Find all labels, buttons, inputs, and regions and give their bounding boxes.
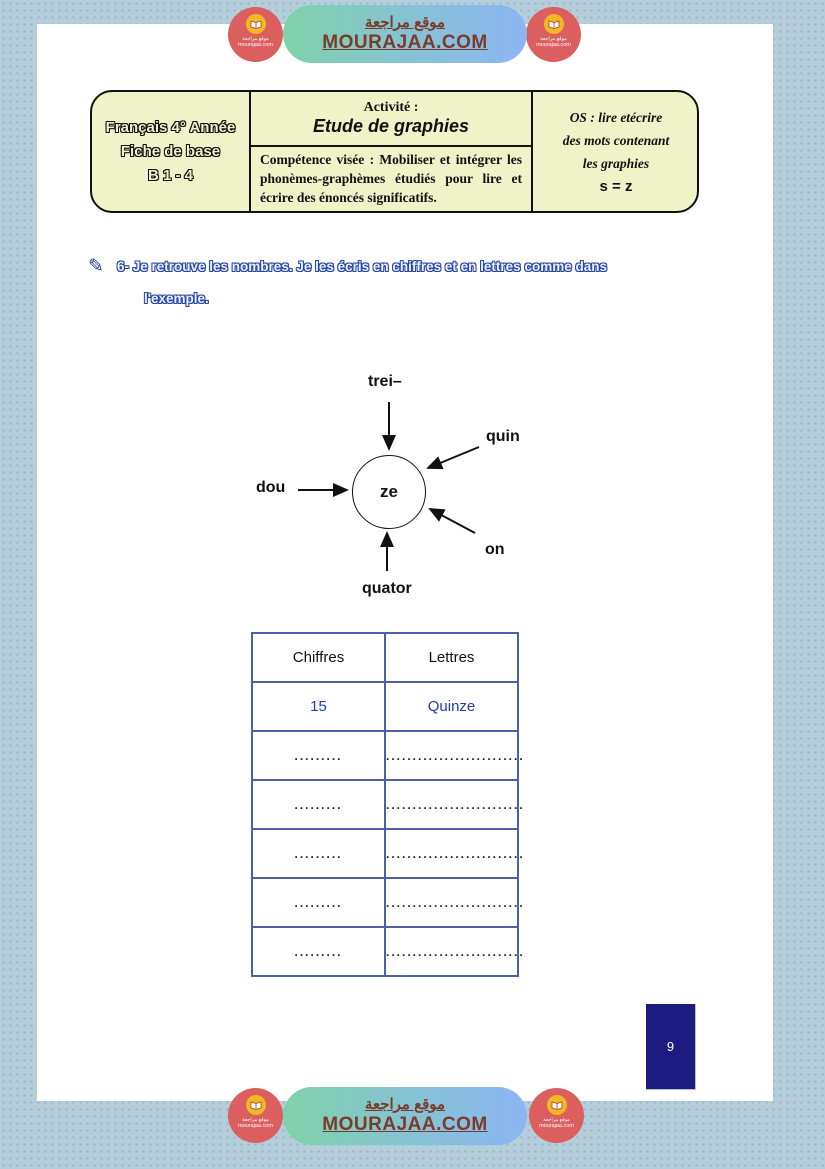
answer-cell-lettre: .......................... xyxy=(385,780,518,829)
table-row xyxy=(252,780,518,829)
answer-cell-chiffre: ......... xyxy=(252,878,385,927)
logo-site-text: mourajaa.com xyxy=(539,1123,574,1129)
objective-line: des mots contenant xyxy=(562,132,670,148)
header-banner xyxy=(283,5,527,63)
course-name: Français 4° Année xyxy=(105,119,236,136)
logo-site-text: mourajaa.com xyxy=(238,1123,273,1129)
answer-cell-chiffre: ......... xyxy=(252,780,385,829)
objective-cell xyxy=(533,92,699,211)
sheet-code: B 1 - 4 xyxy=(147,167,193,184)
exercise-instruction-line2: l'exemple. xyxy=(144,291,209,306)
banner-arabic-title: موقع مراجعة xyxy=(364,1096,446,1113)
page-number-badge xyxy=(646,1004,696,1090)
activity-title: Etude de graphies xyxy=(312,116,470,136)
objective-line: OS : lire etécrire xyxy=(569,109,663,125)
objective-line: les graphies xyxy=(582,155,650,171)
column-header-lettres: Lettres xyxy=(385,633,518,682)
logo-site-text: mourajaa.com xyxy=(536,42,571,48)
table-header-row xyxy=(252,633,518,682)
banner-arabic-title: موقع مراجعة xyxy=(364,14,446,31)
diagram-center-circle xyxy=(352,455,426,529)
book-icon xyxy=(547,1095,567,1115)
diagram-label-quator: quator xyxy=(362,580,412,597)
column-header-chiffres: Chiffres xyxy=(252,633,385,682)
diagram-label-dou: dou xyxy=(256,479,286,496)
logo-arabic-text: موقع مراجعة xyxy=(242,1117,269,1123)
table-row xyxy=(252,829,518,878)
site-logo-left-footer xyxy=(228,1088,283,1143)
exercise-instruction-line1: 6- Je retrouve les nombres. Je les écris en chiffres et en lettres comme dans xyxy=(117,259,607,274)
answer-cell-chiffre: ......... xyxy=(252,927,385,976)
table-example-row xyxy=(252,682,518,731)
competence-cell: Compétence visée : Mobiliser et intégrer les phonèmes-graphèmes étudiés pour lire et écrire des énoncés significatifs. xyxy=(260,152,522,205)
banner-site-name: MOURAJAA.COM xyxy=(322,32,488,53)
logo-site-text: mourajaa.com xyxy=(238,42,273,48)
logo-arabic-text: موقع مراجعة xyxy=(543,1117,570,1123)
diagram-label-trei: trei– xyxy=(368,373,402,390)
lesson-header-table xyxy=(90,90,699,213)
answers-table xyxy=(251,632,525,977)
book-icon xyxy=(246,14,266,34)
site-logo-right xyxy=(526,7,581,62)
table-row xyxy=(252,878,518,927)
graphie-equation: s = z xyxy=(599,177,633,195)
table-row xyxy=(252,731,518,780)
example-lettre: Quinze xyxy=(385,682,518,731)
activity-cell xyxy=(251,92,531,145)
logo-arabic-text: موقع مراجعة xyxy=(242,36,269,42)
activity-label: Activité : xyxy=(363,100,419,115)
answer-cell-lettre: .......................... xyxy=(385,731,518,780)
site-logo-right-footer xyxy=(529,1088,584,1143)
answer-cell-lettre: .......................... xyxy=(385,927,518,976)
diagram-label-quin: quin xyxy=(486,428,520,445)
page-number: 9 xyxy=(666,1039,675,1054)
site-logo-left xyxy=(228,7,283,62)
example-chiffre: 15 xyxy=(252,682,385,731)
book-icon xyxy=(246,1095,266,1115)
answer-cell-lettre: .......................... xyxy=(385,829,518,878)
logo-arabic-text: موقع مراجعة xyxy=(540,36,567,42)
diagram-label-on: on xyxy=(485,541,505,558)
answer-cell-chiffre: ......... xyxy=(252,829,385,878)
diagram-center-syllable: ze xyxy=(380,482,398,501)
table-row xyxy=(252,927,518,976)
sheet-type: Fiche de base xyxy=(120,143,221,160)
answer-cell-chiffre: ......... xyxy=(252,731,385,780)
banner-site-name: MOURAJAA.COM xyxy=(322,1114,488,1135)
book-icon xyxy=(544,14,564,34)
pencil-icon: ✎ xyxy=(88,256,104,277)
answer-cell-lettre: .......................... xyxy=(385,878,518,927)
course-info-cell xyxy=(92,92,249,211)
footer-banner xyxy=(283,1087,527,1145)
